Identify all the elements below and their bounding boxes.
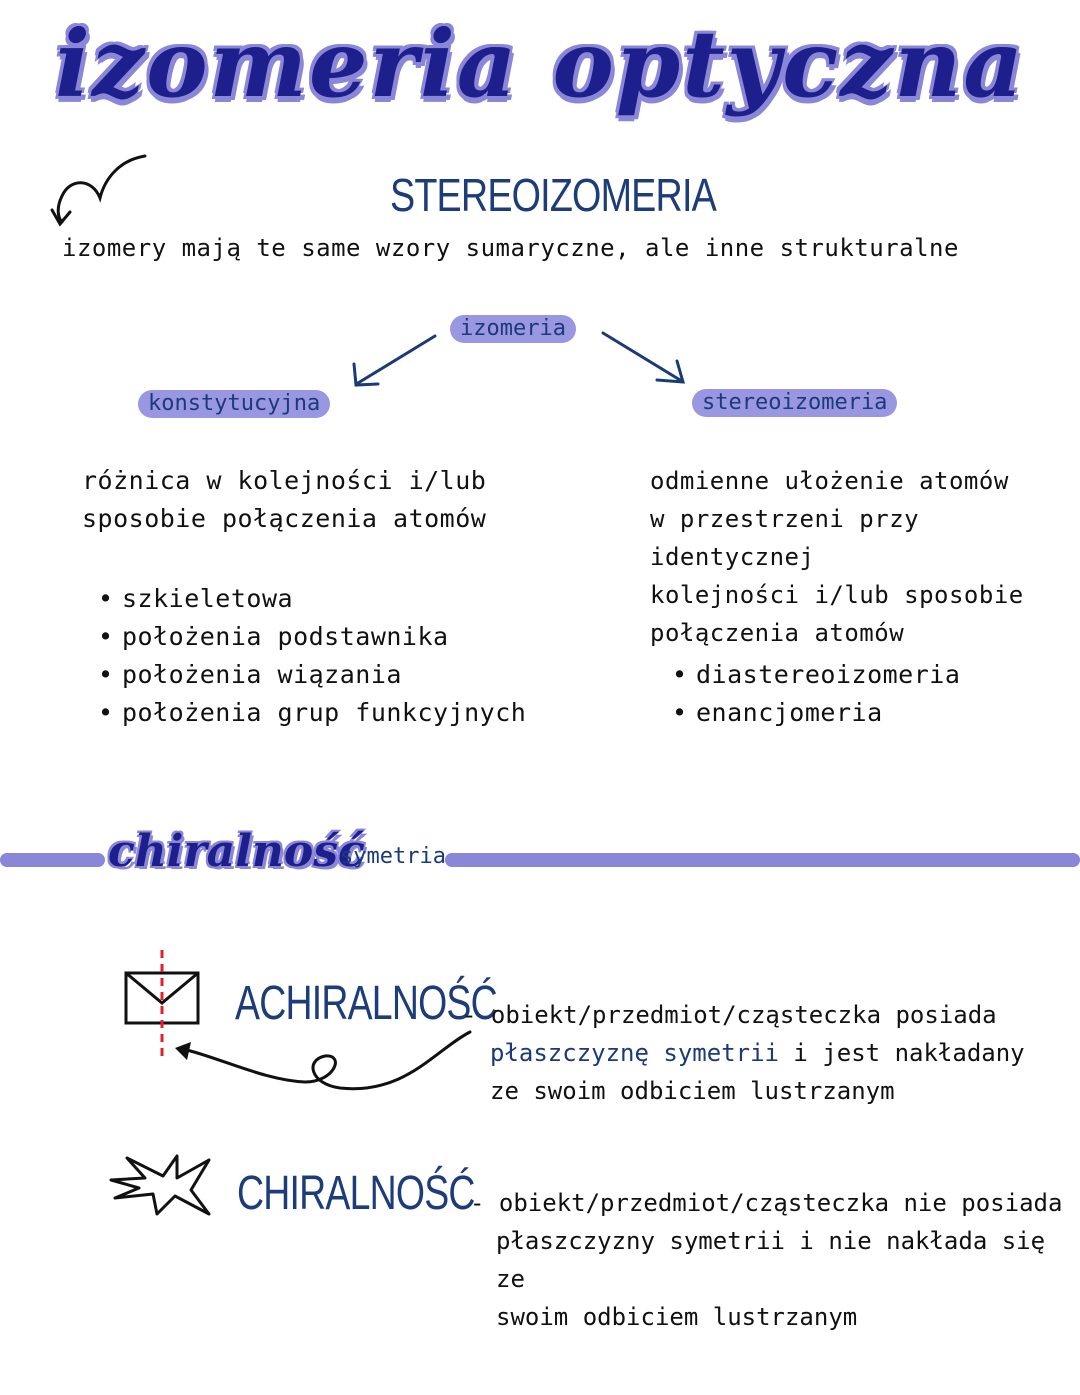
chiral-line1: - obiekt/przedmiot/cząsteczka nie posiada [470,1189,1063,1217]
intro-text: izomery mają te same wzory sumaryczne, ale inne strukturalne [62,234,959,262]
arrow-left-icon [340,328,450,393]
chiral-line2: płaszczyzny symetrii i nie nakłada się ze [496,1227,1046,1293]
section-subtitle: STEREOIZOMERIA [390,169,716,221]
list-item: • diastereoizomeria [672,656,960,694]
branch-left-label: konstytucyjna [138,390,330,418]
achiral-definition [462,996,1025,1110]
curl-arrow-icon [40,148,160,228]
achiral-heading: ACHIRALNOŚĆ [235,977,497,1030]
left-desc-line1: różnica w kolejności i/lub [82,466,487,495]
list-item: • położenia grup funkcyjnych [98,694,526,732]
right-description [650,462,1080,652]
tree-root-label: izomeria [450,315,576,343]
right-desc-line2: w przestrzeni przy identycznej [650,505,920,571]
left-description [82,462,486,538]
right-desc-line1: odmienne ułożenie atomów [650,467,1009,495]
list-item: • enancjomeria [672,694,960,732]
list-item: • położenia podstawnika [98,618,526,656]
left-desc-line2: sposobie połączenia atomów [82,504,487,533]
section-tag: symetria [340,844,446,869]
list-item: • szkieletowa [98,580,526,618]
achiral-line2-rest: i jest nakładany [778,1039,1025,1067]
chiral-line3: swoim odbiciem lustrzanym [496,1303,858,1331]
right-list [672,656,960,732]
chiral-definition [470,1184,1080,1336]
chiral-heading: CHIRALNOŚĆ [237,1167,475,1220]
page-title: izomeria optyczna [55,10,1025,118]
divider-bar-right [445,853,1080,867]
zigzag-icon [105,1150,215,1220]
right-desc-line3: kolejności i/lub sposobie [650,581,1024,609]
achiral-line2-highlight: płaszczyznę symetrii [490,1039,779,1067]
right-desc-line4: połączenia atomów [650,619,905,647]
list-item: • położenia wiązania [98,656,526,694]
loop-arrow-icon [165,1020,485,1100]
achiral-line1: - obiekt/przedmiot/cząsteczka posiada [462,1001,997,1029]
branch-right-label: stereoizomeria [692,389,897,417]
achiral-line3: ze swoim odbiciem lustrzanym [490,1077,895,1105]
divider-bar-left [0,853,105,867]
left-list [98,580,526,732]
arrow-right-icon [595,325,695,390]
section-heading: chiralność [108,826,365,877]
